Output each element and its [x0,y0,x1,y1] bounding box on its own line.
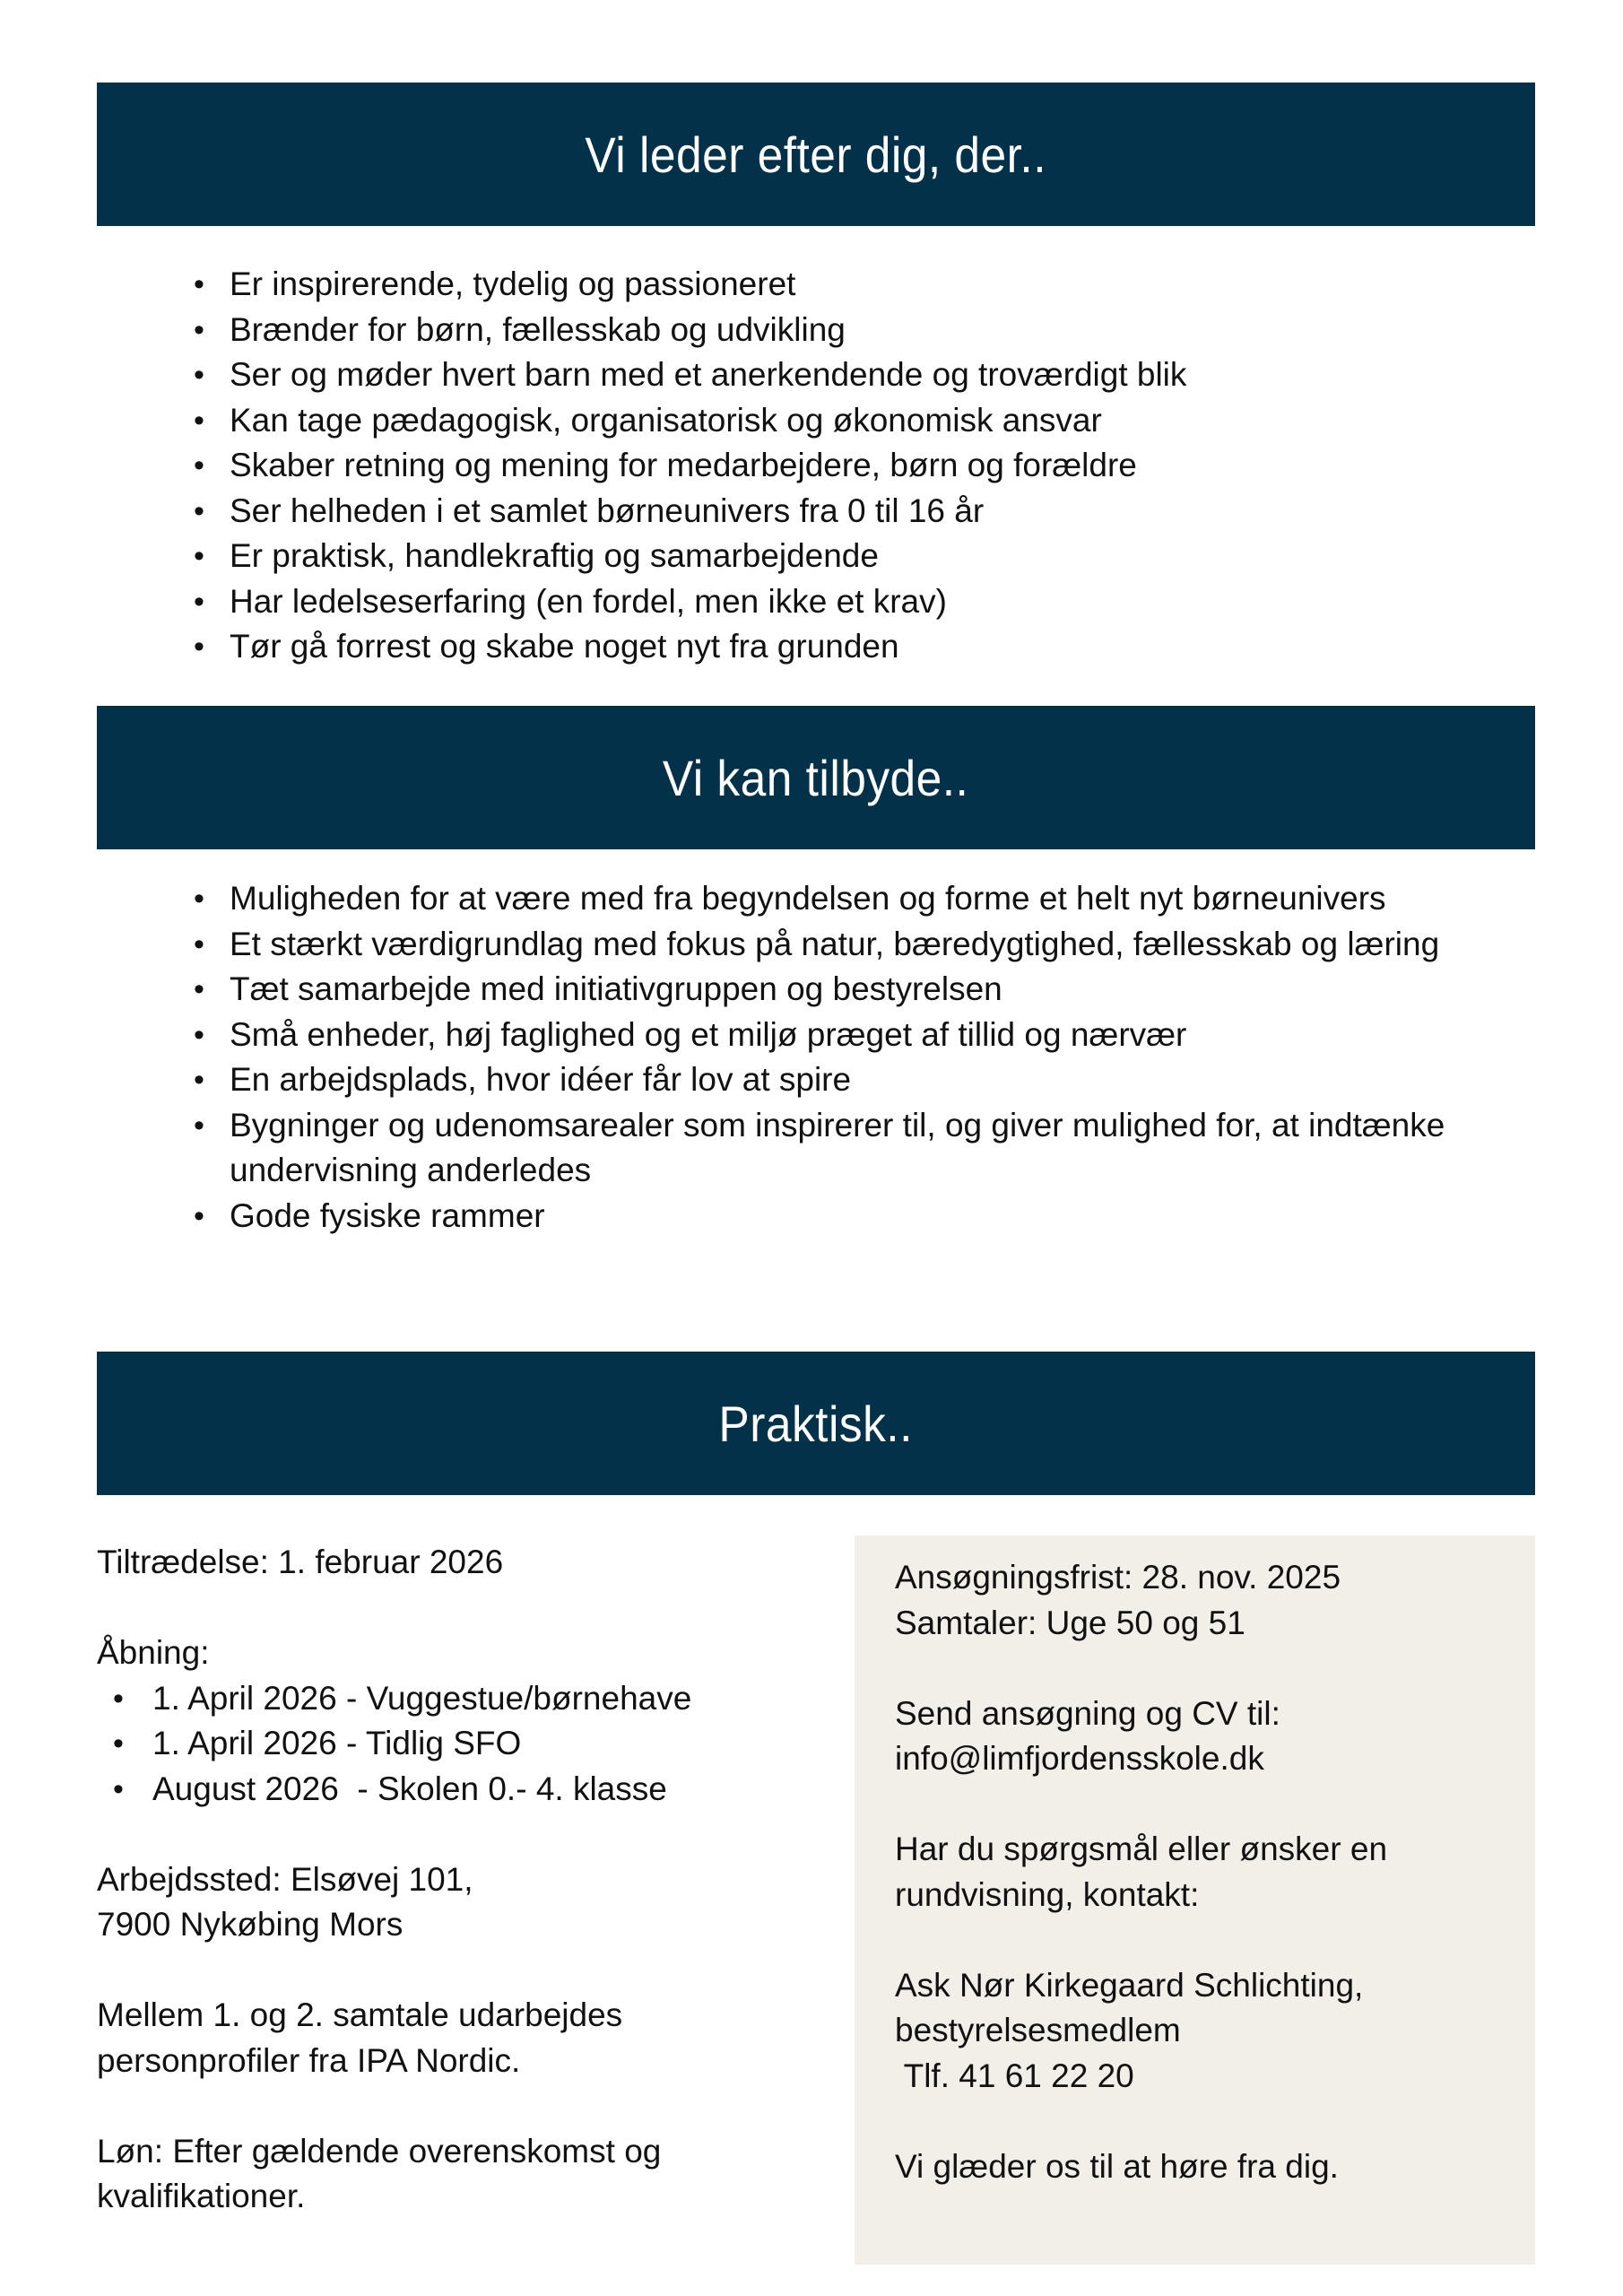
list-item: • Brænder for børn, fællesskab og udvikling [194,308,1503,353]
interview-weeks: Samtaler: Uge 50 og 51 [895,1604,1245,1641]
list-item: • 1. April 2026 - Tidlig SFO [97,1721,814,1767]
list-item: • Ser helheden i et samlet børneunivers fra 0 til 16 år [194,489,1503,535]
section-title: Praktisk.. [718,1395,914,1452]
list-item: • Små enheder, høj faglighed og et miljø præget af tillid og nærvær [194,1013,1539,1058]
email-link[interactable]: info@limfjordensskole.dk [895,1740,1264,1777]
list-item: • Et stærkt værdigrundlag med fokus på natur, bæredygtighed, fællesskab og læring [194,922,1539,968]
list-item: • Er praktisk, handlekraftig og samarbejdende [194,534,1503,579]
list-item: • Gode fysiske rammer [194,1194,1539,1239]
list-item: • En arbejdsplads, hvor idéer får lov at spire [194,1057,1539,1103]
workplace-address: Arbejdssted: Elsøvej 101, [97,1860,473,1898]
list-item: • Tør gå forrest og skabe noget nyt fra grunden [194,624,1503,670]
salary-text: Løn: Efter gældende overenskomst og [97,2132,662,2170]
practical-right-column [895,1555,1523,2189]
contact-phone[interactable]: Tlf. 41 61 22 20 [895,2057,1134,2094]
section-title: Vi leder efter dig, der.. [585,126,1047,183]
opening-label: Åbning: [97,1634,210,1671]
profile-text: Mellem 1. og 2. samtale udarbejdes [97,1996,623,2033]
profile-text: personprofiler fra IPA Nordic. [97,2041,521,2079]
offer-list [194,876,1539,1239]
contact-name: Ask Nør Kirkegaard Schlichting, [895,1966,1364,2004]
section-header-practical [97,1352,1535,1495]
list-item: • Skaber retning og mening for medarbejdere, børn og forældre [194,443,1503,489]
contact-role: bestyrelsesmedlem [895,2012,1181,2048]
list-item: • Tæt samarbejde med initiativgruppen og bestyrelsen [194,967,1539,1013]
questions-text: Har du spørgsmål eller ønsker en [895,1831,1388,1867]
questions-text: rundvisning, kontakt: [895,1875,1200,1913]
section-header-seeking [97,83,1535,226]
list-item: • 1. April 2026 - Vuggestue/børnehave [97,1676,814,1722]
application-deadline: Ansøgningsfrist: 28. nov. 2025 [895,1559,1341,1596]
send-label: Send ansøgning og CV til: [895,1694,1280,1732]
list-item: • August 2026 - Skolen 0.- 4. klasse [97,1767,814,1813]
start-date: Tiltrædelse: 1. februar 2026 [97,1544,504,1580]
closing-text: Vi glæder os til at høre fra dig. [895,2147,1339,2185]
list-item: • Bygninger og udenomsarealer som inspirerer til, og giver mulighed for, at indtænke undervisning anderledes [194,1103,1503,1194]
list-item: • Kan tage pædagogisk, organisatorisk og økonomisk ansvar [194,398,1503,444]
section-header-offer [97,706,1535,849]
list-item: • Har ledelseserfaring (en fordel, men ikke et krav) [194,579,1503,625]
list-item: • Er inspirerende, tydelig og passioneret [194,262,1503,308]
section-title: Vi kan tilbyde.. [663,749,969,806]
opening-list [97,1676,814,1813]
list-item: • Muligheden for at være med fra begyndelsen og forme et helt nyt børneunivers [194,876,1386,922]
practical-left-column [97,1540,814,2220]
list-item: • Ser og møder hvert barn med et anerkendende og troværdigt blik [194,352,1503,398]
seeking-list [194,262,1503,670]
workplace-city: 7900 Nykøbing Mors [97,1906,404,1943]
salary-text: kvalifikationer. [97,2178,306,2214]
